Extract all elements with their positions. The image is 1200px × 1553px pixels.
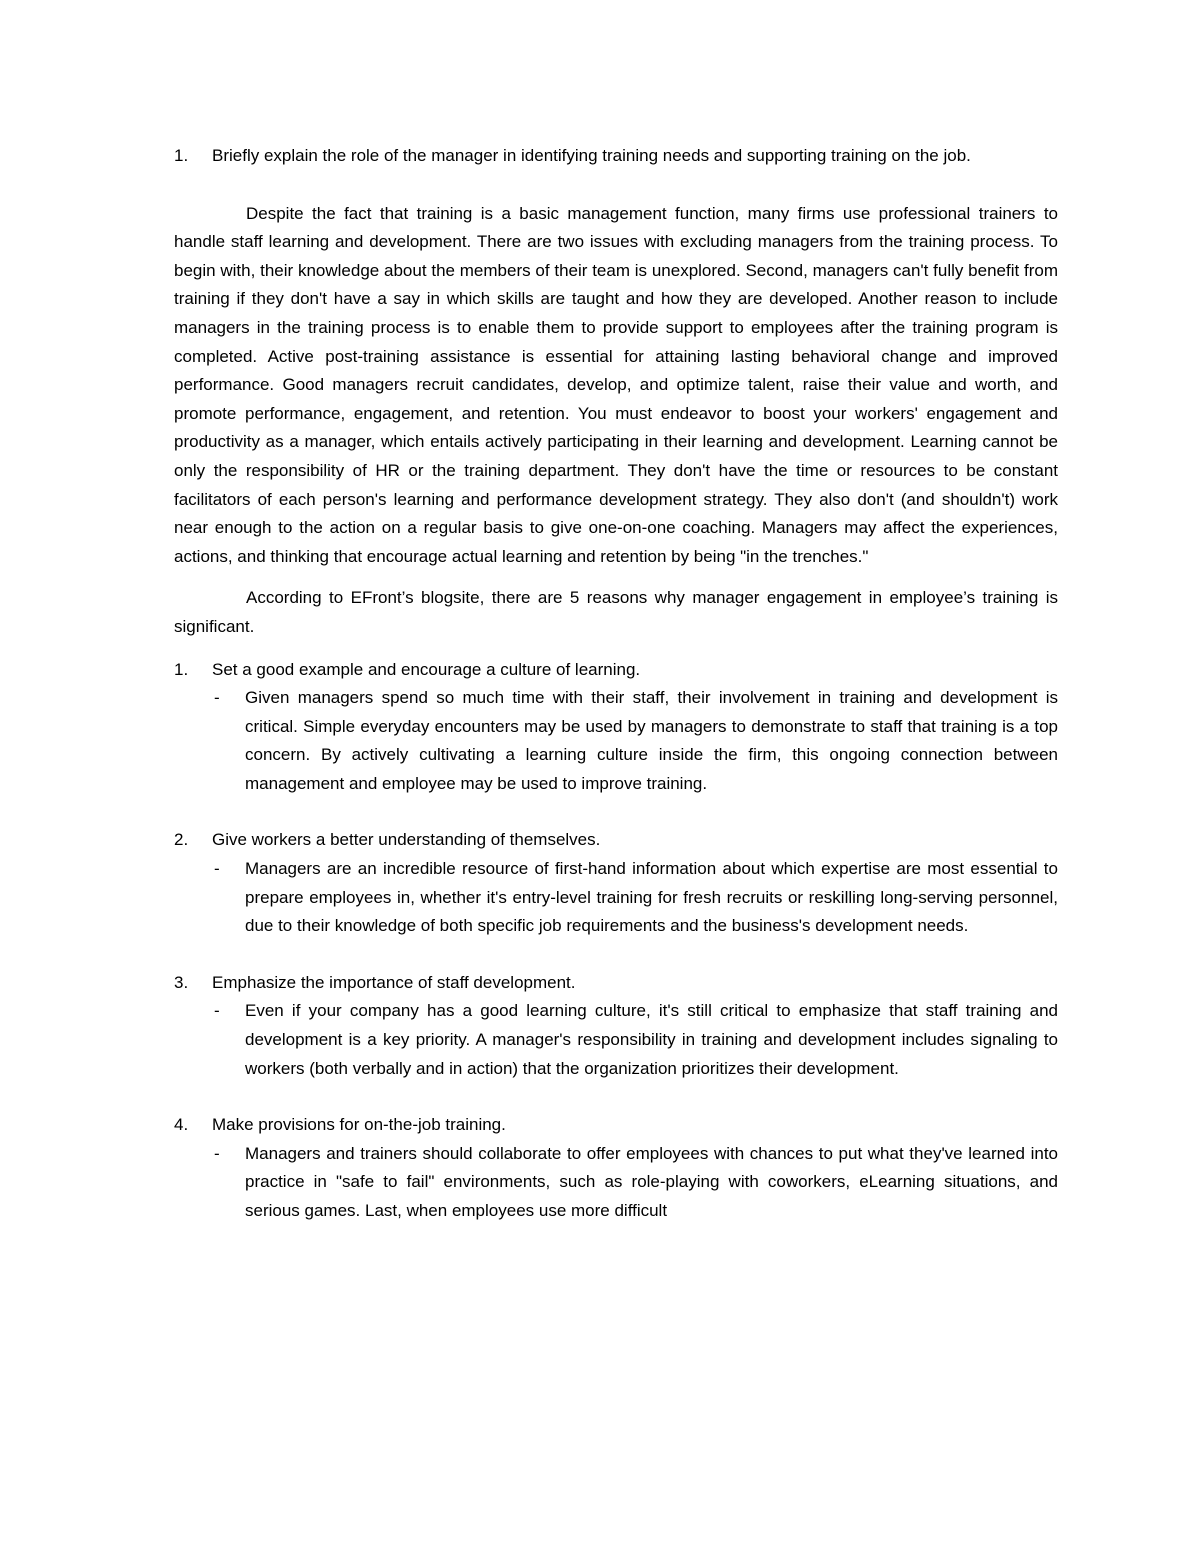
reason-number: 1. — [174, 659, 189, 679]
reason-title-text: Emphasize the importance of staff development. — [212, 972, 576, 992]
reason-detail — [174, 997, 1058, 1083]
question-text: Briefly explain the role of the manager in identifying training needs and supporting training on the job. — [212, 146, 971, 165]
question-number: 1. — [174, 146, 189, 165]
reason-number: 2. — [174, 830, 189, 850]
dash-bullet: - — [214, 1001, 220, 1021]
reason-number: 3. — [174, 972, 189, 992]
reason-item — [174, 826, 1058, 940]
reason-item — [174, 969, 1058, 1083]
reason-title-text: Set a good example and encourage a culture of learning. — [212, 659, 641, 679]
reason-title — [174, 826, 1058, 855]
reason-item — [174, 1111, 1058, 1225]
document-body — [174, 142, 1058, 1226]
dash-bullet: - — [214, 859, 220, 879]
reason-detail — [174, 1140, 1058, 1226]
reason-detail — [174, 684, 1058, 798]
dash-bullet: - — [214, 688, 220, 708]
reason-title — [174, 969, 1058, 998]
reason-title — [174, 1111, 1058, 1140]
intro-paragraph: According to EFront’s blogsite, there are 5 reasons why manager engagement in employee’s training is significant. — [174, 588, 1058, 636]
reason-detail-text: Managers and trainers should collaborate to offer employees with chances to put what they've learned into practice in "safe to fail" environments, such as role-playing with coworkers, eLearning situations, and serious games. Last, when employees use more difficult — [245, 1143, 1058, 1220]
question-heading — [174, 142, 1058, 171]
reason-number: 4. — [174, 1115, 189, 1135]
reason-detail-text: Even if your company has a good learning culture, it's still critical to emphasize that staff training and development is a key priority. A manager's responsibility in training and development includes signaling to workers (both verbally and in action) that the organization prioritizes their development. — [245, 1001, 1058, 1078]
reason-title-text: Give workers a better understanding of themselves. — [212, 830, 601, 850]
reason-title — [174, 656, 1058, 685]
dash-bullet: - — [214, 1143, 220, 1163]
reason-title-text: Make provisions for on-the-job training. — [212, 1115, 506, 1135]
reason-detail-text: Given managers spend so much time with their staff, their involvement in training and development is critical. Simple everyday encounters may be used by managers to demonstrate to staff that training is a top concern. By actively cultivating a learning culture inside the firm, this ongoing connection between management and employee may be used to improve training. — [245, 688, 1058, 793]
body-paragraph: Despite the fact that training is a basic management function, many firms use professional trainers to handle staff learning and development. There are two issues with excluding managers from the training process. To begin with, their knowledge about the members of their team is unexplored. Second, managers can't fully benefit from training if they don't have a say in which skills are taught and how they are developed. Another reason to include managers in the training process is to enable them to provide support to employees after the training program is completed. Active post-training assistance is essential for attaining lasting behavioral change and improved performance. Good managers recruit candidates, develop, and optimize talent, raise their value and worth, and promote performance, engagement, and retention. You must endeavor to boost your workers' engagement and productivity as a manager, which entails actively participating in their learning and development. Learning cannot be only the responsibility of HR or the training department. They don't have the time or resources to be constant facilitators of each person's learning and performance development strategy. They also don't (and shouldn't) work near enough to the action on a regular basis to give one-on-one coaching. Managers may affect the experiences, actions, and thinking that encourage actual learning and retention by being "in the trenches." — [174, 203, 1058, 566]
reason-detail-text: Managers are an incredible resource of first-hand information about which expertise are most essential to prepare employees in, whether it's entry-level training for fresh recruits or reskilling long-serving personnel, due to their knowledge of both specific job requirements and the business's development needs. — [245, 859, 1058, 936]
reason-item — [174, 656, 1058, 799]
reason-detail — [174, 855, 1058, 941]
